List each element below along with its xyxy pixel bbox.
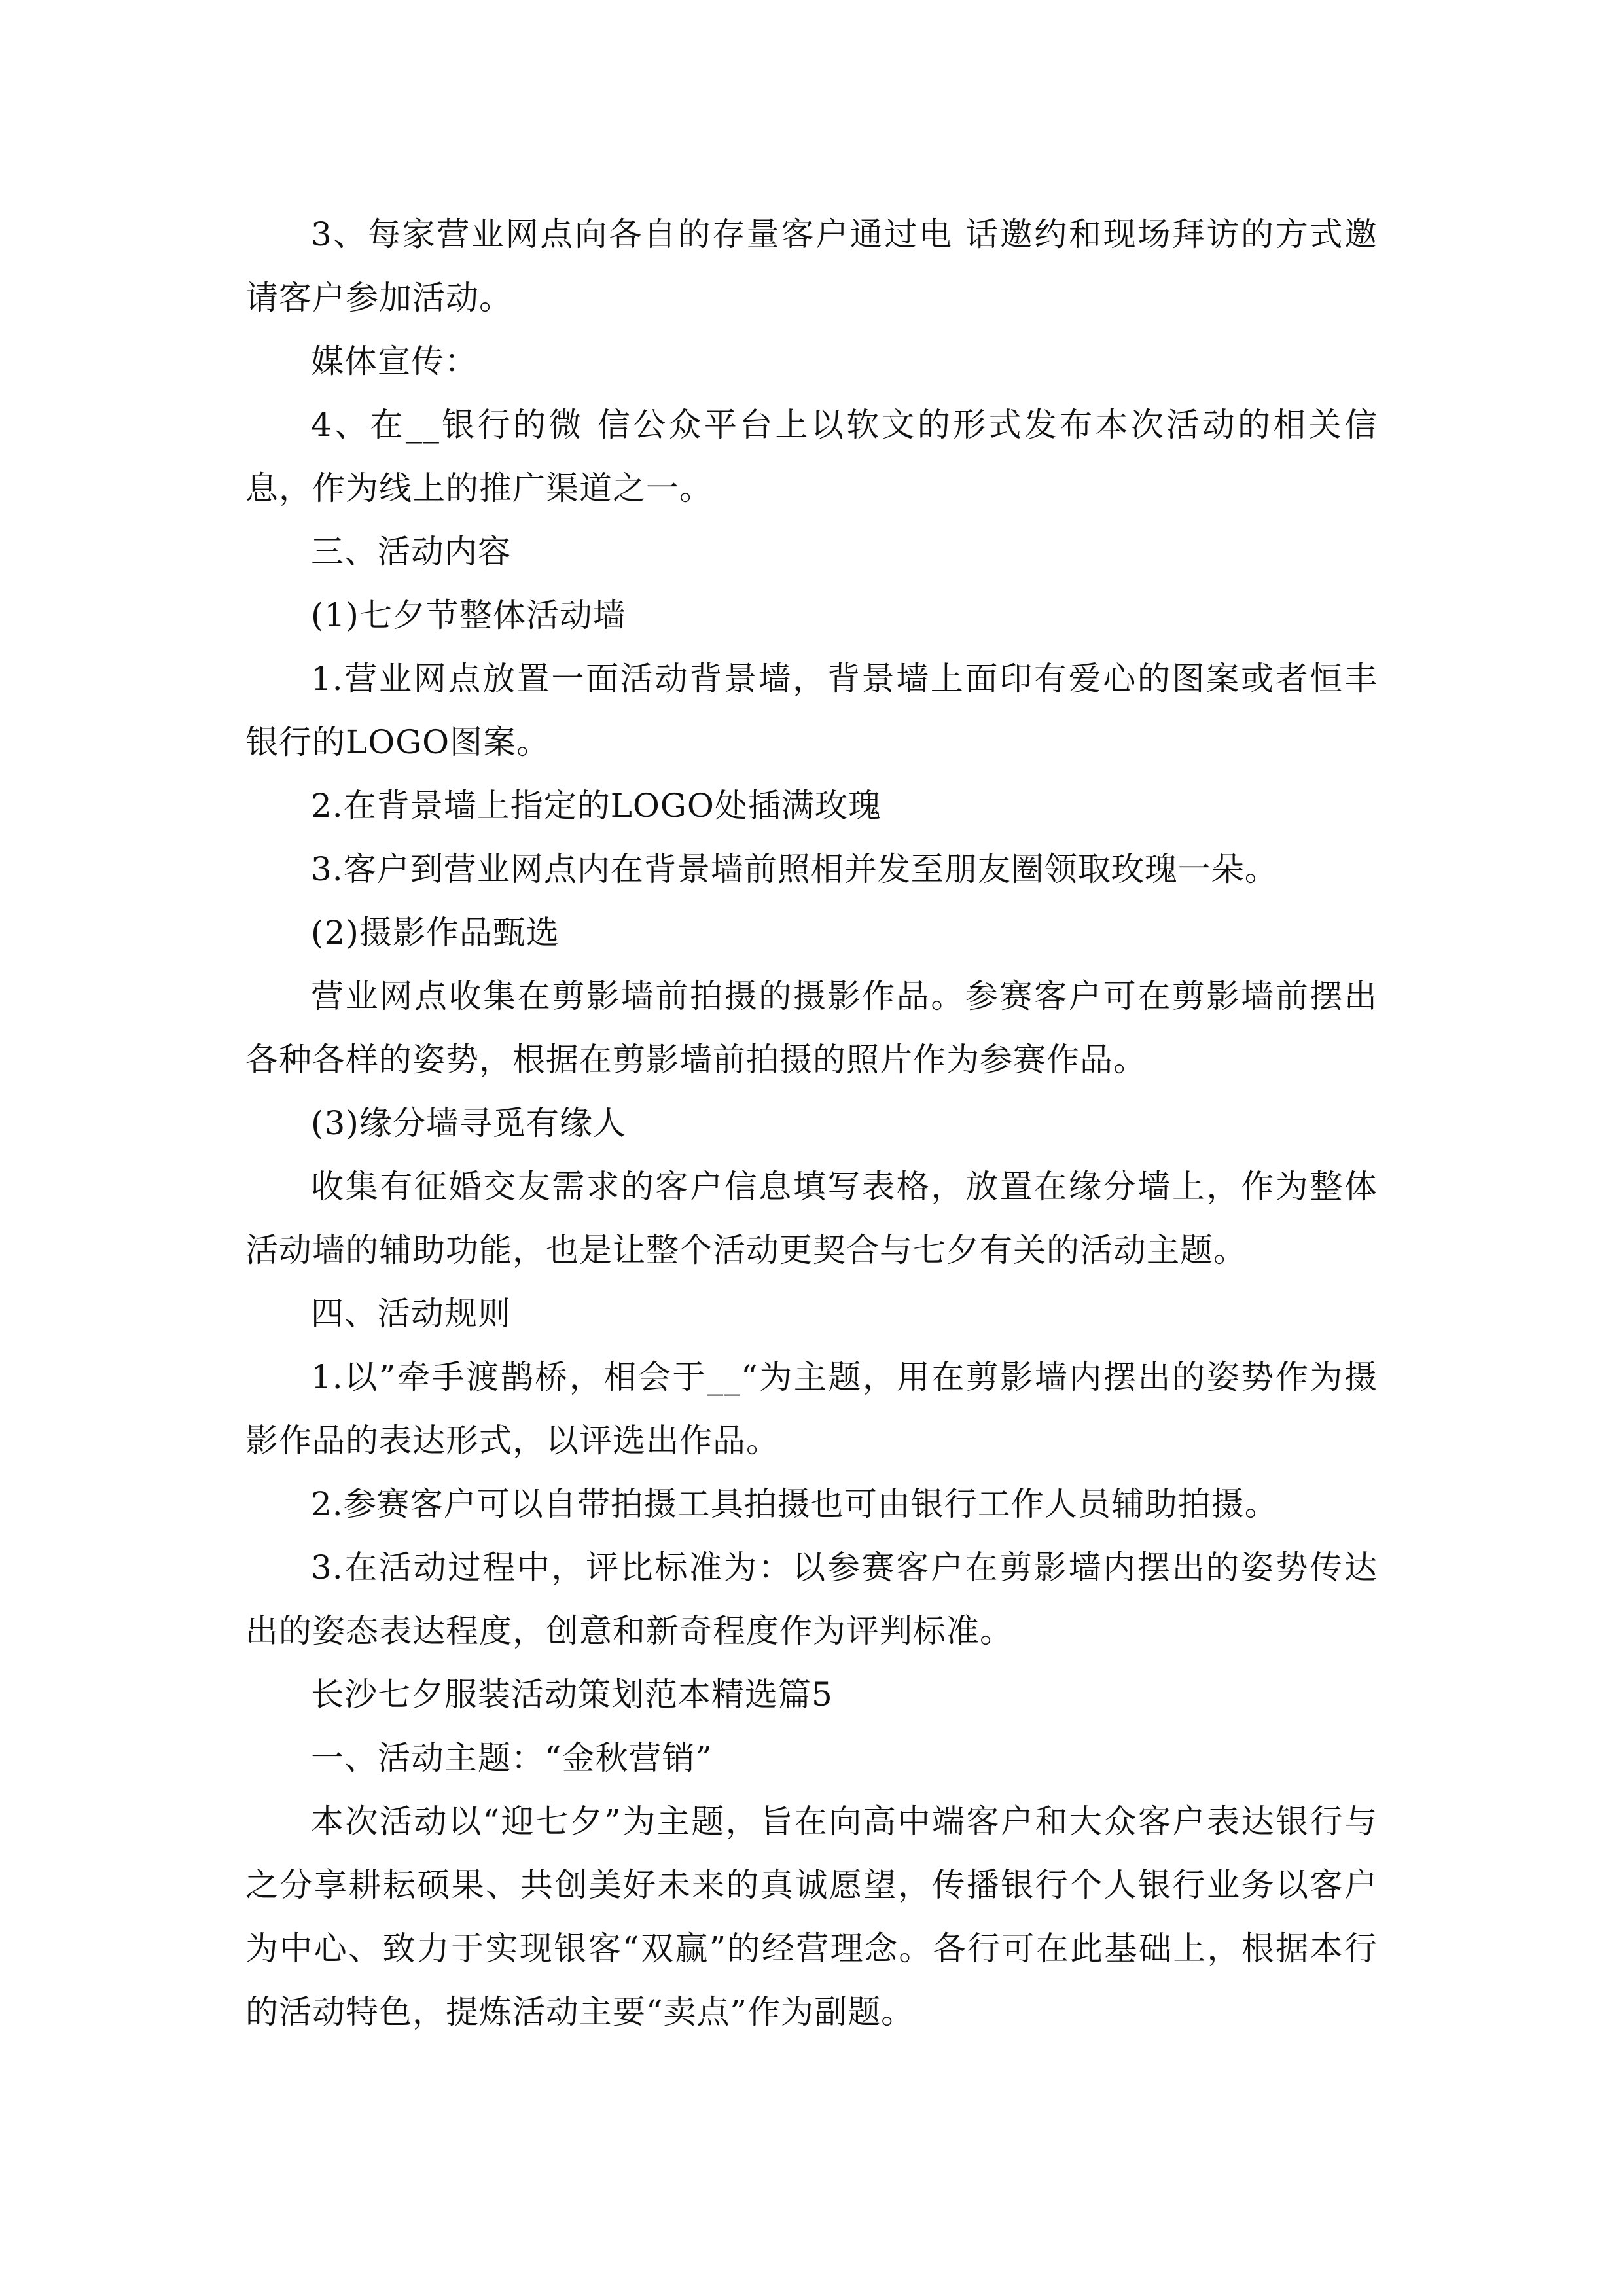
paragraph-fate-wall: 收集有征婚交友需求的客户信息填写表格，放置在缘分墙上，作为整体活动墙的辅助功能，也是让整个活动更契合与七夕有关的活动主题。 bbox=[245, 1168, 1378, 1269]
paragraph-theme-description: 本次活动以“迎七夕”为主题，旨在向高中端客户和大众客户表达银行与之分享耕耘硕果、共创美好未来的真诚愿望，传播银行个人银行业务以客户为中心、致力于实现银客“双赢”的经营理念。各行可在此基础上，根据本行的活动特色，提炼活动主要“卖点”作为副题。 bbox=[245, 1803, 1378, 2031]
paragraph-background-wall: 1.营业网点放置一面活动背景墙，背景墙上面印有爱心的图案或者恒丰银行的LOGO图案。 bbox=[245, 660, 1378, 761]
paragraph-rule-theme: 1.以”牵手渡鹊桥，相会于__“为主题，用在剪影墙内摆出的姿势作为摄影作品的表达形式，以评选出作品。 bbox=[245, 1358, 1378, 1460]
subheading-fate-wall: (3)缘分墙寻觅有缘人 bbox=[311, 1104, 626, 1142]
paragraph-wechat-promo: 4、在__银行的微 信公众平台上以软文的形式发布本次活动的相关信息，作为线上的推广渠道之一。 bbox=[245, 406, 1378, 507]
section-heading-activity-theme: 一、活动主题：“金秋营销” bbox=[311, 1739, 713, 1777]
paragraph-rule-criteria: 3.在活动过程中，评比标准为：以参赛客户在剪影墙内摆出的姿势传达出的姿态表达程度，创意和新奇程度作为评判标准。 bbox=[245, 1549, 1378, 1650]
subheading-photo-selection: (2)摄影作品甄选 bbox=[311, 914, 560, 952]
subheading-activity-wall: (1)七夕节整体活动墙 bbox=[311, 596, 626, 634]
paragraph-media-heading: 媒体宣传： bbox=[311, 342, 478, 380]
paragraph-photo-collection: 营业网点收集在剪影墙前拍摄的摄影作品。参赛客户可在剪影墙前摆出各种各样的姿势，根据在剪影墙前拍摄的照片作为参赛作品。 bbox=[245, 977, 1378, 1079]
paragraph-photo-rose: 3.客户到营业网点内在背景墙前照相并发至朋友圈领取玫瑰一朵。 bbox=[311, 850, 1278, 888]
paragraph-rule-tools: 2.参赛客户可以自带拍摄工具拍摄也可由银行工作人员辅助拍摄。 bbox=[311, 1485, 1278, 1523]
section-heading-activity-content: 三、活动内容 bbox=[311, 533, 511, 571]
paragraph-roses: 2.在背景墙上指定的LOGO处插满玫瑰 bbox=[311, 787, 882, 825]
paragraph-invitation: 3、每家营业网点向各自的存量客户通过电 话邀约和现场拜访的方式邀请客户参加活动。 bbox=[245, 215, 1378, 317]
document-body bbox=[245, 203, 1378, 2044]
article-title-part5: 长沙七夕服装活动策划范本精选篇5 bbox=[311, 1676, 833, 1713]
section-heading-activity-rules: 四、活动规则 bbox=[311, 1295, 511, 1333]
